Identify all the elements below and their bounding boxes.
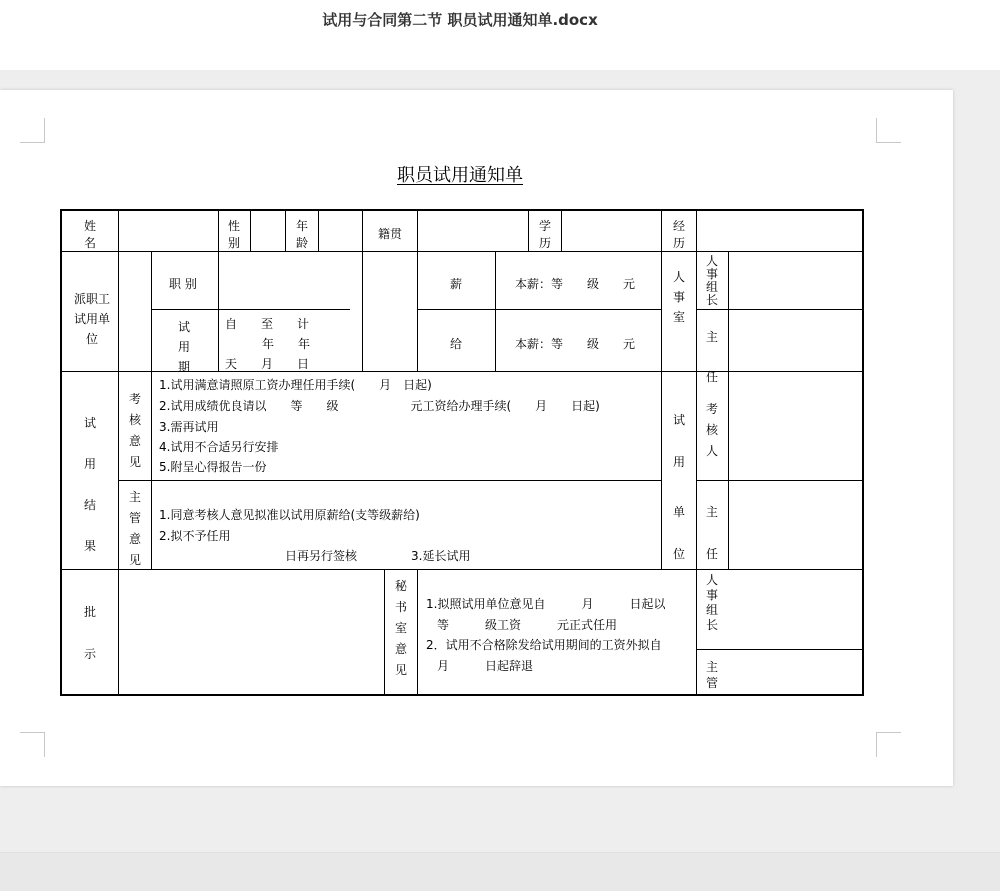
- col-divider: [728, 251, 729, 569]
- label-row4-supervisor: 主管: [705, 660, 718, 690]
- trial-period-ym: 年 年: [262, 337, 311, 351]
- secretary-item-2: 等 级工资 元正式任用: [437, 618, 618, 632]
- label-gender: 性别: [227, 219, 240, 250]
- cell-divider: [696, 649, 862, 650]
- cell-divider: [696, 480, 862, 481]
- col-divider: [218, 211, 219, 251]
- label-assessor: 考核人: [705, 402, 718, 458]
- col-divider: [384, 569, 385, 696]
- label-name: 姓名: [83, 219, 96, 250]
- col-divider: [250, 211, 251, 251]
- label-position: 职 别: [169, 277, 197, 291]
- supervisor-item-1: 1.同意考核人意见拟准以试用原薪给(支等级薪给): [159, 508, 420, 522]
- col-divider: [285, 211, 286, 251]
- cell-divider: [151, 309, 350, 310]
- col-divider: [417, 211, 418, 371]
- label-salary-2: 给: [450, 337, 463, 351]
- form-heading: 职员试用通知单: [397, 165, 523, 186]
- document-page: [0, 90, 953, 786]
- label-supervisor-opinion: 主管意见: [128, 490, 141, 567]
- label-native-place: 籍贯: [378, 227, 403, 241]
- col-divider: [362, 211, 363, 251]
- label-row4-hr-leader: 人事组长: [705, 573, 718, 632]
- col-divider: [118, 211, 119, 696]
- col-divider: [362, 251, 363, 371]
- label-trial-result: 试用结果: [83, 416, 96, 553]
- label-age: 年龄: [295, 219, 308, 250]
- label-dispatch-unit: 派职工试用单位: [73, 292, 110, 346]
- secretary-item-1: 1.拟照试用单位意见自 月 日起以: [426, 597, 666, 611]
- trial-period-days: 天 月 日: [225, 357, 310, 371]
- document-title: 试用与合同第二节 职员试用通知单.docx: [322, 11, 598, 29]
- label-row3-director: 主任: [705, 505, 718, 561]
- secretary-item-3: 2．试用不合格除发给试用期间的工资外拟自: [426, 638, 662, 652]
- title-bar: [0, 0, 1000, 70]
- cell-divider: [118, 480, 661, 481]
- base-salary-1: 本薪：等 级 元: [515, 277, 636, 291]
- trial-notice-form: [60, 209, 864, 696]
- label-hr-office: 人事室: [672, 270, 685, 324]
- label-assessment-opinion: 考核意见: [128, 392, 141, 469]
- col-divider: [528, 211, 529, 251]
- supervisor-item-3: 日再另行签核: [285, 549, 358, 563]
- col-divider: [218, 251, 219, 371]
- assessment-item-1: 1.试用满意请照原工资办理任用手续( 月 日起): [159, 378, 432, 392]
- col-divider: [561, 211, 562, 251]
- label-secretary-opinion: 秘书室意见: [394, 579, 407, 677]
- label-trial-period: 试用期: [177, 320, 190, 374]
- cell-divider: [696, 309, 862, 310]
- col-divider: [151, 251, 152, 569]
- label-experience: 经历: [672, 219, 685, 250]
- margin-mark-top-left: [20, 118, 45, 143]
- base-salary-2: 本薪：等 级 元: [515, 337, 636, 351]
- label-approval: 批示: [83, 605, 96, 661]
- label-education: 学历: [538, 219, 551, 250]
- label-unit: 单位: [672, 505, 685, 561]
- label-director: 主任: [705, 330, 718, 384]
- secretary-item-4: 月 日起辞退: [437, 659, 534, 673]
- assessment-item-4: 4.试用不合适另行安排: [159, 440, 279, 454]
- assessment-item-3: 3.需再试用: [159, 420, 219, 434]
- margin-mark-bottom-right: [876, 732, 901, 757]
- row-divider: [62, 251, 862, 252]
- supervisor-item-2: 2.拟不予任用: [159, 529, 231, 543]
- status-strip: [0, 852, 1000, 891]
- col-divider: [495, 251, 496, 371]
- trial-period-from: 自 至 计: [225, 317, 310, 331]
- label-trial: 试用: [672, 413, 685, 469]
- assessment-item-5: 5.附呈心得报告一份: [159, 460, 267, 474]
- col-divider: [661, 211, 662, 569]
- col-divider: [318, 211, 319, 251]
- col-divider: [696, 211, 697, 696]
- cell-divider: [417, 309, 661, 310]
- assessment-item-2: 2.试用成绩优良请以 等 级 元工资给办理手续( 月 日起): [159, 399, 600, 413]
- margin-mark-bottom-left: [20, 732, 45, 757]
- margin-mark-top-right: [876, 118, 901, 143]
- label-hr-leader: 人事组长: [705, 254, 718, 307]
- row-divider: [62, 569, 862, 570]
- col-divider: [417, 569, 418, 696]
- label-salary-1: 薪: [450, 277, 463, 291]
- supervisor-item-4: 3.延长试用: [411, 549, 471, 563]
